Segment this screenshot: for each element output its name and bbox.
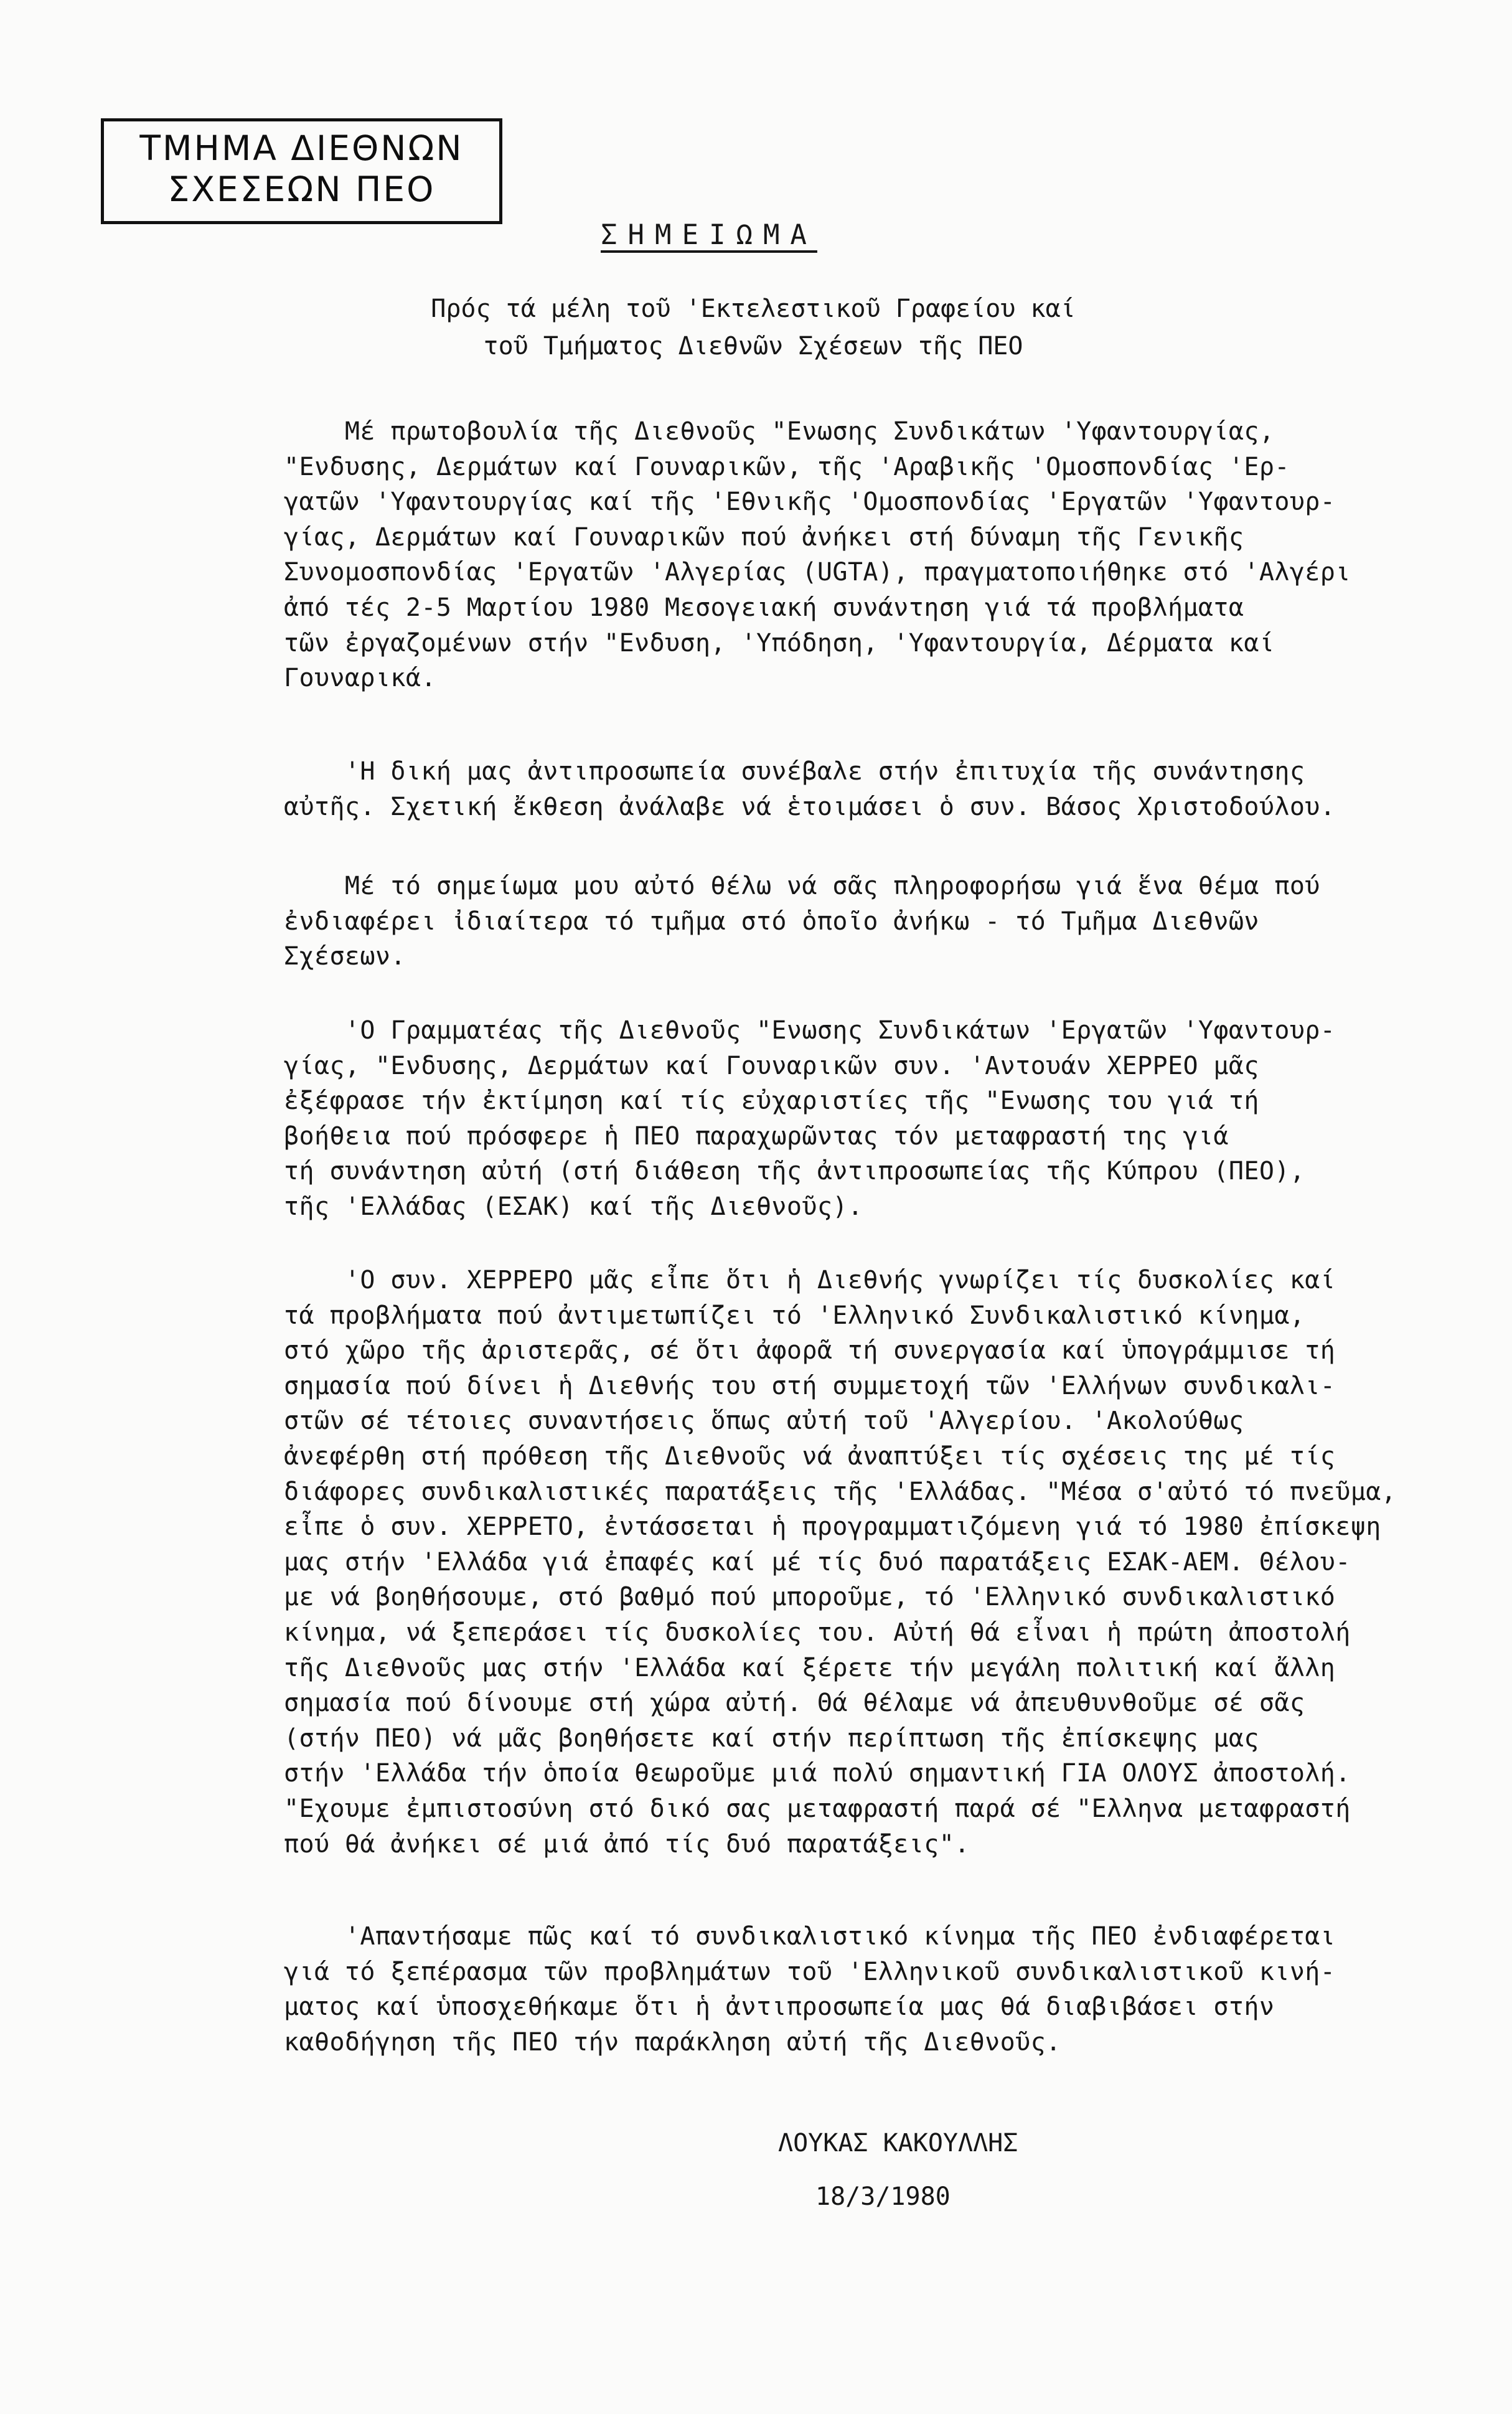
text-line: με νά βοηθήσουμε, στό βαθμό πού μποροῦμε, τό 'Ελληνικό συνδικαλιστικό	[284, 1583, 1336, 1612]
text-line: Μέ πρωτοβουλία τῆς Διεθνοῦς "Ενωσης Συνδικάτων 'Υφαντουργίας,	[284, 417, 1275, 446]
text-line: ματος καί ὑποσχεθήκαμε ὅτι ἡ ἀντιπροσωπεία μας θά διαβιβάσει στήν	[284, 1992, 1275, 2022]
stamp-line-2: ΣΧΕΣΕΩΝ ΠΕΟ	[167, 169, 436, 209]
text-line: πού θά ἀνήκει σέ μιά ἀπό τίς δυό παρατάξεις".	[284, 1829, 970, 1859]
text-line: τά προβλήματα πού ἀντιμετωπίζει τό 'Ελληνικό Συνδικαλιστικό κίνημα,	[284, 1301, 1305, 1330]
text-line: 'Απαντήσαμε πῶς καί τό συνδικαλιστικό κίνημα τῆς ΠΕΟ ἐνδιαφέρεται	[284, 1922, 1336, 1951]
paragraph-4	[284, 1013, 1404, 1225]
stamp-line-1: ΤΜΗΜΑ ΔΙΕΘΝΩΝ	[139, 128, 464, 168]
memo-title: ΣΗΜΕΙΩΜΑ	[601, 219, 817, 251]
text-line: Μέ τό σημείωμα μου αὐτό θέλω νά σᾶς πληροφορήσω γιά ἕνα θέμα πού	[284, 872, 1320, 900]
addressee-line-2: τοῦ Τμήματος Διεθνῶν Σχέσεων τῆς ΠΕΟ	[483, 332, 1023, 361]
paragraph-2	[284, 754, 1404, 824]
paragraph-1	[284, 414, 1404, 696]
text-line: διάφορες συνδικαλιστικές παρατάξεις τῆς 'Ελλάδας. "Μέσα σ'αὐτό τό πνεῦμα,	[284, 1477, 1397, 1506]
paragraph-3	[284, 869, 1404, 974]
text-line: Γουναρικά.	[284, 664, 436, 693]
text-line: ἀνεφέρθη στή πρόθεση τῆς Διεθνοῦς νά ἀναπτύξει τίς σχέσεις της μέ τίς	[284, 1441, 1336, 1471]
text-line: 'Η δική μας ἀντιπροσωπεία συνέβαλε στήν ἐπιτυχία τῆς συνάντησης	[284, 757, 1305, 786]
addressee-line-1: Πρός τά μέλη τοῦ 'Εκτελεστικοῦ Γραφείου καί	[431, 295, 1076, 323]
text-line: εἶπε ὁ συν. ΧΕΡΡΕΤΟ, ἐντάσσεται ἡ προγραμματιζόμενη γιά τό 1980 ἐπίσκεψη	[284, 1512, 1381, 1542]
text-line: ἐξέφρασε τήν ἐκτίμηση καί τίς εὐχαριστίες τῆς "Ενωσης του γιά τή	[284, 1087, 1259, 1116]
text-line: τῶν ἐργαζομένων στήν "Ενδυση, 'Υπόδηση, 'Υφαντουργία, Δέρματα καί	[284, 628, 1275, 658]
text-line: (στήν ΠΕΟ) νά μᾶς βοηθήσετε καί στήν περίπτωση τῆς ἐπίσκεψης μας	[284, 1723, 1259, 1753]
text-line: 'Ο συν. ΧΕΡΡΕΡΟ μᾶς εἶπε ὅτι ἡ Διεθνής γνωρίζει τίς δυσκολίες καί	[284, 1266, 1336, 1294]
text-line: σημασία πού δίνει ἡ Διεθνής του στή συμμετοχή τῶν 'Ελλήνων συνδικαλι-	[284, 1371, 1336, 1400]
text-line: τῆς Διεθνοῦς μας στήν 'Ελλάδα καί ξέρετε τήν μεγάλη πολιτική καί ἄλλη	[284, 1653, 1336, 1682]
text-line: γίας, Δερμάτων καί Γουναρικῶν πού ἀνήκει στή δύναμη τῆς Γενικῆς	[284, 522, 1244, 552]
text-line: γίας, "Ενδυσης, Δερμάτων καί Γουναρικῶν συν. 'Αντουάν ΧΕΡΡΕΟ μᾶς	[284, 1051, 1259, 1080]
text-line: βοήθεια πού πρόσφερε ἡ ΠΕΟ παραχωρῶντας τόν μεταφραστή της γιά	[284, 1121, 1229, 1151]
text-line: στό χῶρο τῆς ἀριστερᾶς, σέ ὅτι ἀφορᾶ τή συνεργασία καί ὑπογράμμισε τή	[284, 1336, 1336, 1365]
text-line: μας στήν 'Ελλάδα γιά ἐπαφές καί μέ τίς δυό παρατάξεις ΕΣΑΚ-ΑΕΜ. Θέλου-	[284, 1547, 1351, 1577]
text-line: στήν 'Ελλάδα τήν ὁποία θεωροῦμε μιά πολύ σημαντική ΓΙΑ ΟΛΟΥΣ ἀποστολή.	[284, 1759, 1351, 1788]
department-stamp	[101, 118, 502, 224]
text-line: ἐνδιαφέρει ἰδιαίτερα τό τμῆμα στό ὁποῖο ἀνήκω - τό Τμῆμα Διεθνῶν	[284, 907, 1259, 936]
text-line: αὐτῆς. Σχετική ἔκθεση ἀνάλαβε νά ἑτοιμάσει ὁ συν. Βάσος Χριστοδούλου.	[284, 792, 1336, 821]
text-line: τῆς 'Ελλάδας (ΕΣΑΚ) καί τῆς Διεθνοῦς).	[284, 1192, 863, 1221]
text-line: 'Ο Γραμματέας τῆς Διεθνοῦς "Ενωσης Συνδικάτων 'Εργατῶν 'Υφαντουρ-	[284, 1016, 1336, 1045]
signatory-name: ΛΟΥΚΑΣ ΚΑΚΟΥΛΛΗΣ	[778, 2129, 1018, 2157]
text-line: "Εχουμε ἐμπιστοσύνη στό δικό σας μεταφραστή παρά σέ "Ελληνα μεταφραστή	[284, 1794, 1351, 1823]
text-line: τή συνάντηση αὐτή (στή διάθεση τῆς ἀντιπροσωπείας τῆς Κύπρου (ΠΕΟ),	[284, 1157, 1305, 1186]
text-line: κίνημα, νά ξεπεράσει τίς δυσκολίες του. Αὐτή θά εἶναι ἡ πρώτη ἀποστολή	[284, 1618, 1351, 1647]
text-line: "Ενδυσης, Δερμάτων καί Γουναρικῶν, τῆς 'Αραβικῆς 'Ομοσπονδίας 'Ερ-	[284, 452, 1290, 481]
memo-date: 18/3/1980	[815, 2182, 951, 2211]
text-line: καθοδήγηση τῆς ΠΕΟ τήν παράκληση αὐτή τῆς Διεθνοῦς.	[284, 2027, 1061, 2057]
text-line: ἀπό τές 2-5 Μαρτίου 1980 Μεσογειακή συνάντηση γιά τά προβλήματα	[284, 593, 1244, 622]
text-line: γατῶν 'Υφαντουργίας καί τῆς 'Εθνικῆς 'Ομοσπονδίας 'Εργατῶν 'Υφαντουρ-	[284, 488, 1336, 517]
text-line: γιά τό ξεπέρασμα τῶν προβλημάτων τοῦ 'Ελληνικοῦ συνδικαλιστικοῦ κινή-	[284, 1957, 1336, 1986]
text-line: Συνομοσπονδίας 'Εργατῶν 'Αλγερίας (UGTA), πραγματοποιήθηκε στό 'Αλγέρι	[284, 558, 1351, 587]
text-line: Σχέσεων.	[284, 942, 406, 971]
text-line: στῶν σέ τέτοιες συναντήσεις ὅπως αὐτή τοῦ 'Αλγερίου. 'Ακολούθως	[284, 1407, 1244, 1436]
paragraph-5	[284, 1263, 1404, 1862]
paragraph-6	[284, 1919, 1404, 2060]
text-line: σημασία πού δίνουμε στή χώρα αὐτή. Θά θέλαμε νά ἀπευθυνθοῦμε σέ σᾶς	[284, 1689, 1305, 1718]
